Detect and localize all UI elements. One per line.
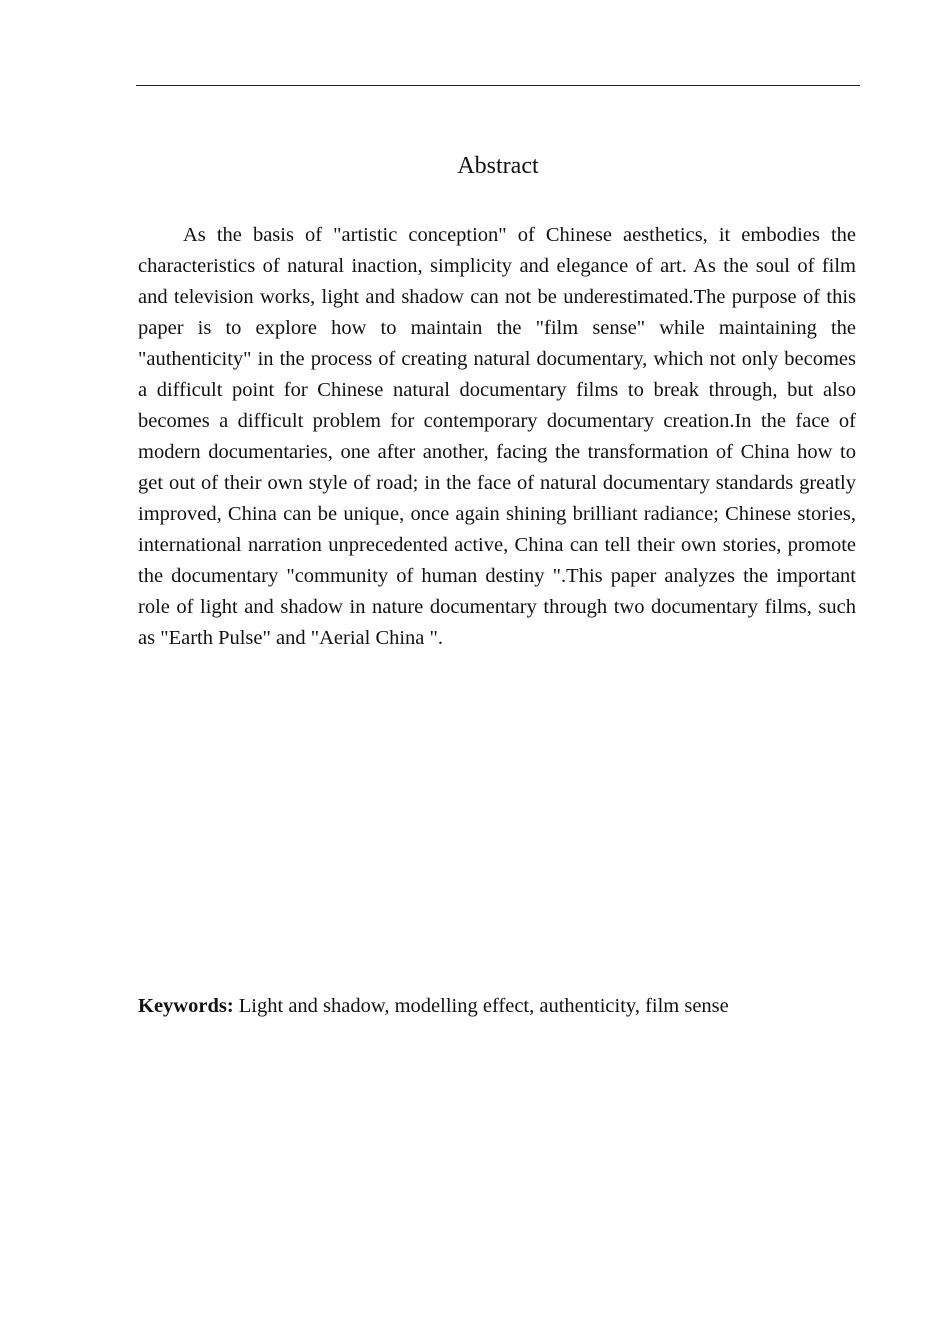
abstract-title: Abstract [457,153,539,179]
abstract-body: As the basis of "artistic conception" of Chinese aesthetics, it embodies the characteristics of natural inaction, simplicity and elegance of art. As the soul of film and television works, light and shadow can not be underestimated.The purpose of this paper is to explore how to maintain the "film sense" while maintaining the "authenticity" in the process of creating natural documentary, which not only becomes a difficult point for Chinese natural documentary films to break through, but also becomes a difficult problem for contemporary documentary creation.In the face of modern documentaries, one after another, facing the transformation of China how to get out of their own style of road; in the face of natural documentary standards greatly improved, China can be unique, once again shining brilliant radiance; Chinese stories, international narration unprecedented active, China can tell their own stories, promote the documentary "community of human destiny ".This paper analyzes the important role of light and shadow in nature documentary through two documentary films, such as "Earth Pulse" and "Aerial China ". [138,224,856,649]
keywords-text: Light and shadow, modelling effect, authenticity, film sense [238,995,729,1017]
keywords-line [138,991,856,1022]
header-rule [136,85,860,86]
keywords-label: Keywords: [138,995,234,1017]
